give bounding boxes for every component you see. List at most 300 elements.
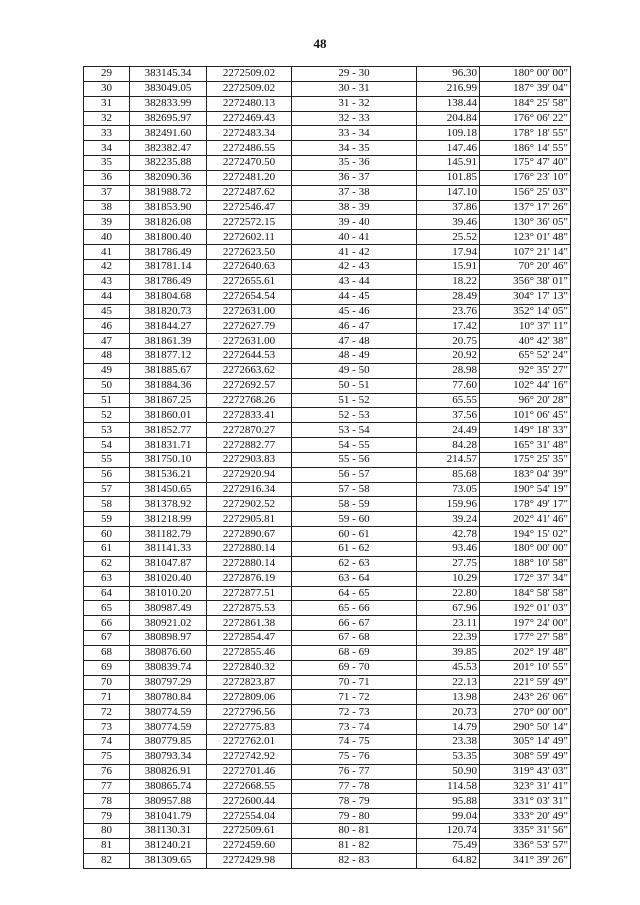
segment-cell: 75 - 76 — [292, 749, 417, 764]
x-coordinate-cell: 381877.12 — [130, 349, 207, 364]
x-coordinate-cell: 380987.49 — [130, 601, 207, 616]
segment-cell: 78 - 79 — [292, 794, 417, 809]
table-row — [84, 452, 571, 467]
table-row — [84, 631, 571, 646]
direction-angle-cell: 175° 25' 35" — [480, 452, 571, 467]
table-row — [84, 601, 571, 616]
point-number-cell: 46 — [84, 319, 130, 334]
y-coordinate-cell: 2272486.55 — [207, 141, 292, 156]
table-row — [84, 824, 571, 839]
point-number-cell: 61 — [84, 542, 130, 557]
length-cell: 67.96 — [417, 601, 480, 616]
length-cell: 64.82 — [417, 853, 480, 868]
table-row — [84, 838, 571, 853]
point-number-cell: 68 — [84, 645, 130, 660]
length-cell: 147.10 — [417, 185, 480, 200]
x-coordinate-cell: 381867.25 — [130, 393, 207, 408]
direction-angle-cell: 270° 00' 00" — [480, 705, 571, 720]
point-number-cell: 32 — [84, 111, 130, 126]
point-number-cell: 63 — [84, 571, 130, 586]
direction-angle-cell: 356° 38' 01" — [480, 274, 571, 289]
y-coordinate-cell: 2272572.15 — [207, 215, 292, 230]
direction-angle-cell: 336° 53' 57" — [480, 838, 571, 853]
y-coordinate-cell: 2272905.81 — [207, 512, 292, 527]
point-number-cell: 69 — [84, 660, 130, 675]
y-coordinate-cell: 2272880.14 — [207, 556, 292, 571]
direction-angle-cell: 156° 25' 03" — [480, 185, 571, 200]
segment-cell: 31 - 32 — [292, 96, 417, 111]
x-coordinate-cell: 381852.77 — [130, 423, 207, 438]
x-coordinate-cell: 380793.34 — [130, 749, 207, 764]
length-cell: 22.80 — [417, 586, 480, 601]
direction-angle-cell: 290° 50' 14" — [480, 720, 571, 735]
y-coordinate-cell: 2272546.47 — [207, 200, 292, 215]
point-number-cell: 73 — [84, 720, 130, 735]
segment-cell: 49 - 50 — [292, 363, 417, 378]
segment-cell: 32 - 33 — [292, 111, 417, 126]
table-row — [84, 408, 571, 423]
table-row — [84, 571, 571, 586]
point-number-cell: 48 — [84, 349, 130, 364]
direction-angle-cell: 180° 00' 00" — [480, 67, 571, 82]
y-coordinate-cell: 2272480.13 — [207, 96, 292, 111]
table-row — [84, 512, 571, 527]
segment-cell: 81 - 82 — [292, 838, 417, 853]
segment-cell: 42 - 43 — [292, 259, 417, 274]
point-number-cell: 67 — [84, 631, 130, 646]
length-cell: 23.38 — [417, 734, 480, 749]
y-coordinate-cell: 2272870.27 — [207, 423, 292, 438]
length-cell: 18.22 — [417, 274, 480, 289]
table-row — [84, 200, 571, 215]
length-cell: 50.90 — [417, 764, 480, 779]
length-cell: 17.94 — [417, 245, 480, 260]
point-number-cell: 41 — [84, 245, 130, 260]
segment-cell: 45 - 46 — [292, 304, 417, 319]
length-cell: 24.49 — [417, 423, 480, 438]
direction-angle-cell: 197° 24' 00" — [480, 616, 571, 631]
y-coordinate-cell: 2272692.57 — [207, 378, 292, 393]
segment-cell: 50 - 51 — [292, 378, 417, 393]
segment-cell: 36 - 37 — [292, 170, 417, 185]
direction-angle-cell: 10° 37' 11" — [480, 319, 571, 334]
point-number-cell: 75 — [84, 749, 130, 764]
direction-angle-cell: 221° 59' 49" — [480, 675, 571, 690]
table-row — [84, 542, 571, 557]
length-cell: 23.76 — [417, 304, 480, 319]
point-number-cell: 44 — [84, 289, 130, 304]
segment-cell: 64 - 65 — [292, 586, 417, 601]
length-cell: 39.46 — [417, 215, 480, 230]
y-coordinate-cell: 2272840.32 — [207, 660, 292, 675]
length-cell: 73.05 — [417, 482, 480, 497]
y-coordinate-cell: 2272509.02 — [207, 67, 292, 82]
point-number-cell: 82 — [84, 853, 130, 868]
x-coordinate-cell: 382382.47 — [130, 141, 207, 156]
point-number-cell: 66 — [84, 616, 130, 631]
point-number-cell: 57 — [84, 482, 130, 497]
x-coordinate-cell: 381240.21 — [130, 838, 207, 853]
direction-angle-cell: 172° 37' 34" — [480, 571, 571, 586]
direction-angle-cell: 177° 27' 58" — [480, 631, 571, 646]
length-cell: 39.85 — [417, 645, 480, 660]
segment-cell: 57 - 58 — [292, 482, 417, 497]
point-number-cell: 49 — [84, 363, 130, 378]
direction-angle-cell: 202° 19' 48" — [480, 645, 571, 660]
direction-angle-cell: 101° 06' 45" — [480, 408, 571, 423]
table-row — [84, 111, 571, 126]
point-number-cell: 78 — [84, 794, 130, 809]
y-coordinate-cell: 2272903.83 — [207, 452, 292, 467]
y-coordinate-cell: 2272890.67 — [207, 527, 292, 542]
direction-angle-cell: 186° 14' 55" — [480, 141, 571, 156]
point-number-cell: 42 — [84, 259, 130, 274]
direction-angle-cell: 178° 18' 55" — [480, 126, 571, 141]
y-coordinate-cell: 2272854.47 — [207, 631, 292, 646]
length-cell: 45.53 — [417, 660, 480, 675]
x-coordinate-cell: 380839.74 — [130, 660, 207, 675]
table-row — [84, 720, 571, 735]
length-cell: 37.86 — [417, 200, 480, 215]
direction-angle-cell: 308° 59' 49" — [480, 749, 571, 764]
x-coordinate-cell: 382491.60 — [130, 126, 207, 141]
y-coordinate-cell: 2272602.11 — [207, 230, 292, 245]
segment-cell: 56 - 57 — [292, 467, 417, 482]
y-coordinate-cell: 2272796.56 — [207, 705, 292, 720]
segment-cell: 72 - 73 — [292, 705, 417, 720]
table-row — [84, 467, 571, 482]
x-coordinate-cell: 380898.97 — [130, 631, 207, 646]
segment-cell: 66 - 67 — [292, 616, 417, 631]
length-cell: 22.39 — [417, 631, 480, 646]
point-number-cell: 53 — [84, 423, 130, 438]
x-coordinate-cell: 380797.29 — [130, 675, 207, 690]
length-cell: 85.68 — [417, 467, 480, 482]
x-coordinate-cell: 380865.74 — [130, 779, 207, 794]
point-number-cell: 36 — [84, 170, 130, 185]
point-number-cell: 47 — [84, 334, 130, 349]
y-coordinate-cell: 2272554.04 — [207, 809, 292, 824]
y-coordinate-cell: 2272469.43 — [207, 111, 292, 126]
segment-cell: 47 - 48 — [292, 334, 417, 349]
segment-cell: 33 - 34 — [292, 126, 417, 141]
segment-cell: 61 - 62 — [292, 542, 417, 557]
segment-cell: 62 - 63 — [292, 556, 417, 571]
segment-cell: 48 - 49 — [292, 349, 417, 364]
length-cell: 101.85 — [417, 170, 480, 185]
segment-cell: 43 - 44 — [292, 274, 417, 289]
segment-cell: 67 - 68 — [292, 631, 417, 646]
direction-angle-cell: 323° 31' 41" — [480, 779, 571, 794]
length-cell: 42.78 — [417, 527, 480, 542]
length-cell: 93.46 — [417, 542, 480, 557]
length-cell: 120.74 — [417, 824, 480, 839]
y-coordinate-cell: 2272916.34 — [207, 482, 292, 497]
table-row — [84, 393, 571, 408]
table-row — [84, 156, 571, 171]
segment-cell: 52 - 53 — [292, 408, 417, 423]
y-coordinate-cell: 2272902.52 — [207, 497, 292, 512]
length-cell: 95.88 — [417, 794, 480, 809]
y-coordinate-cell: 2272861.38 — [207, 616, 292, 631]
y-coordinate-cell: 2272487.62 — [207, 185, 292, 200]
y-coordinate-cell: 2272654.54 — [207, 289, 292, 304]
x-coordinate-cell: 380921.02 — [130, 616, 207, 631]
segment-cell: 76 - 77 — [292, 764, 417, 779]
table-row — [84, 660, 571, 675]
direction-angle-cell: 178° 49' 17" — [480, 497, 571, 512]
y-coordinate-cell: 2272600.44 — [207, 794, 292, 809]
direction-angle-cell: 107° 21' 14" — [480, 245, 571, 260]
table-row — [84, 185, 571, 200]
y-coordinate-cell: 2272509.02 — [207, 81, 292, 96]
segment-cell: 79 - 80 — [292, 809, 417, 824]
x-coordinate-cell: 381010.20 — [130, 586, 207, 601]
direction-angle-cell: 331° 03' 31" — [480, 794, 571, 809]
length-cell: 138.44 — [417, 96, 480, 111]
y-coordinate-cell: 2272459.60 — [207, 838, 292, 853]
y-coordinate-cell: 2272855.46 — [207, 645, 292, 660]
length-cell: 20.92 — [417, 349, 480, 364]
x-coordinate-cell: 381861.39 — [130, 334, 207, 349]
point-number-cell: 72 — [84, 705, 130, 720]
segment-cell: 30 - 31 — [292, 81, 417, 96]
length-cell: 75.49 — [417, 838, 480, 853]
y-coordinate-cell: 2272429.98 — [207, 853, 292, 868]
table-row — [84, 497, 571, 512]
point-number-cell: 60 — [84, 527, 130, 542]
x-coordinate-cell: 382090.36 — [130, 170, 207, 185]
direction-angle-cell: 175° 47' 40" — [480, 156, 571, 171]
segment-cell: 44 - 45 — [292, 289, 417, 304]
x-coordinate-cell: 382833.99 — [130, 96, 207, 111]
y-coordinate-cell: 2272509.61 — [207, 824, 292, 839]
point-number-cell: 54 — [84, 438, 130, 453]
x-coordinate-cell: 380779.85 — [130, 734, 207, 749]
x-coordinate-cell: 381020.40 — [130, 571, 207, 586]
direction-angle-cell: 123° 01' 48" — [480, 230, 571, 245]
x-coordinate-cell: 380774.59 — [130, 720, 207, 735]
point-number-cell: 43 — [84, 274, 130, 289]
x-coordinate-cell: 381309.65 — [130, 853, 207, 868]
x-coordinate-cell: 380780.84 — [130, 690, 207, 705]
x-coordinate-cell: 381130.31 — [130, 824, 207, 839]
x-coordinate-cell: 381781.14 — [130, 259, 207, 274]
point-number-cell: 30 — [84, 81, 130, 96]
x-coordinate-cell: 381536.21 — [130, 467, 207, 482]
segment-cell: 58 - 59 — [292, 497, 417, 512]
table-row — [84, 779, 571, 794]
direction-angle-cell: 176° 23' 10" — [480, 170, 571, 185]
segment-cell: 39 - 40 — [292, 215, 417, 230]
point-number-cell: 80 — [84, 824, 130, 839]
table-row — [84, 259, 571, 274]
direction-angle-cell: 102° 44' 16" — [480, 378, 571, 393]
y-coordinate-cell: 2272877.51 — [207, 586, 292, 601]
segment-cell: 70 - 71 — [292, 675, 417, 690]
direction-angle-cell: 137° 17' 26" — [480, 200, 571, 215]
direction-angle-cell: 40° 42' 38" — [480, 334, 571, 349]
x-coordinate-cell: 381820.73 — [130, 304, 207, 319]
length-cell: 23.11 — [417, 616, 480, 631]
length-cell: 99.04 — [417, 809, 480, 824]
y-coordinate-cell: 2272640.63 — [207, 259, 292, 274]
point-number-cell: 37 — [84, 185, 130, 200]
segment-cell: 68 - 69 — [292, 645, 417, 660]
x-coordinate-cell: 381988.72 — [130, 185, 207, 200]
x-coordinate-cell: 381786.49 — [130, 274, 207, 289]
point-number-cell: 45 — [84, 304, 130, 319]
table-row — [84, 215, 571, 230]
table-row — [84, 616, 571, 631]
segment-cell: 54 - 55 — [292, 438, 417, 453]
direction-angle-cell: 176° 06' 22" — [480, 111, 571, 126]
x-coordinate-cell: 381831.71 — [130, 438, 207, 453]
x-coordinate-cell: 380876.60 — [130, 645, 207, 660]
y-coordinate-cell: 2272880.14 — [207, 542, 292, 557]
point-number-cell: 34 — [84, 141, 130, 156]
y-coordinate-cell: 2272663.62 — [207, 363, 292, 378]
x-coordinate-cell: 381450.65 — [130, 482, 207, 497]
y-coordinate-cell: 2272768.26 — [207, 393, 292, 408]
x-coordinate-cell: 381378.92 — [130, 497, 207, 512]
direction-angle-cell: 92° 35' 27" — [480, 363, 571, 378]
length-cell: 109.18 — [417, 126, 480, 141]
coordinates-table-body — [84, 67, 571, 869]
table-row — [84, 289, 571, 304]
length-cell: 96.30 — [417, 67, 480, 82]
y-coordinate-cell: 2272920.94 — [207, 467, 292, 482]
length-cell: 77.60 — [417, 378, 480, 393]
point-number-cell: 31 — [84, 96, 130, 111]
table-row — [84, 438, 571, 453]
length-cell: 39.24 — [417, 512, 480, 527]
length-cell: 145.91 — [417, 156, 480, 171]
point-number-cell: 56 — [84, 467, 130, 482]
segment-cell: 55 - 56 — [292, 452, 417, 467]
y-coordinate-cell: 2272809.06 — [207, 690, 292, 705]
segment-cell: 41 - 42 — [292, 245, 417, 260]
point-number-cell: 55 — [84, 452, 130, 467]
table-row — [84, 378, 571, 393]
length-cell: 10.29 — [417, 571, 480, 586]
table-row — [84, 67, 571, 82]
direction-angle-cell: 187° 39' 04" — [480, 81, 571, 96]
direction-angle-cell: 243° 26' 06" — [480, 690, 571, 705]
direction-angle-cell: 165° 31' 48" — [480, 438, 571, 453]
segment-cell: 59 - 60 — [292, 512, 417, 527]
direction-angle-cell: 194° 15' 02" — [480, 527, 571, 542]
y-coordinate-cell: 2272882.77 — [207, 438, 292, 453]
segment-cell: 69 - 70 — [292, 660, 417, 675]
segment-cell: 77 - 78 — [292, 779, 417, 794]
table-row — [84, 363, 571, 378]
direction-angle-cell: 188° 10' 58" — [480, 556, 571, 571]
length-cell: 28.98 — [417, 363, 480, 378]
direction-angle-cell: 149° 18' 33" — [480, 423, 571, 438]
x-coordinate-cell: 381804.68 — [130, 289, 207, 304]
segment-cell: 60 - 61 — [292, 527, 417, 542]
table-row — [84, 556, 571, 571]
y-coordinate-cell: 2272823.87 — [207, 675, 292, 690]
point-number-cell: 40 — [84, 230, 130, 245]
length-cell: 20.73 — [417, 705, 480, 720]
y-coordinate-cell: 2272833.41 — [207, 408, 292, 423]
direction-angle-cell: 352° 14' 05" — [480, 304, 571, 319]
y-coordinate-cell: 2272775.83 — [207, 720, 292, 735]
table-row — [84, 423, 571, 438]
length-cell: 25.52 — [417, 230, 480, 245]
table-row — [84, 319, 571, 334]
length-cell: 22.13 — [417, 675, 480, 690]
direction-angle-cell: 335° 31' 56" — [480, 824, 571, 839]
segment-cell: 29 - 30 — [292, 67, 417, 82]
table-row — [84, 527, 571, 542]
x-coordinate-cell: 381800.40 — [130, 230, 207, 245]
point-number-cell: 50 — [84, 378, 130, 393]
point-number-cell: 76 — [84, 764, 130, 779]
y-coordinate-cell: 2272623.50 — [207, 245, 292, 260]
x-coordinate-cell: 381182.79 — [130, 527, 207, 542]
y-coordinate-cell: 2272470.50 — [207, 156, 292, 171]
point-number-cell: 33 — [84, 126, 130, 141]
length-cell: 17.42 — [417, 319, 480, 334]
table-row — [84, 645, 571, 660]
table-row — [84, 482, 571, 497]
direction-angle-cell: 202° 41' 46" — [480, 512, 571, 527]
point-number-cell: 79 — [84, 809, 130, 824]
point-number-cell: 81 — [84, 838, 130, 853]
length-cell: 14.79 — [417, 720, 480, 735]
direction-angle-cell: 184° 25' 58" — [480, 96, 571, 111]
segment-cell: 65 - 66 — [292, 601, 417, 616]
point-number-cell: 59 — [84, 512, 130, 527]
point-number-cell: 35 — [84, 156, 130, 171]
length-cell: 84.28 — [417, 438, 480, 453]
x-coordinate-cell: 381844.27 — [130, 319, 207, 334]
length-cell: 204.84 — [417, 111, 480, 126]
y-coordinate-cell: 2272875.53 — [207, 601, 292, 616]
x-coordinate-cell: 383145.34 — [130, 67, 207, 82]
direction-angle-cell: 201° 10' 55" — [480, 660, 571, 675]
table-row — [84, 749, 571, 764]
length-cell: 13.98 — [417, 690, 480, 705]
direction-angle-cell: 130° 36' 05" — [480, 215, 571, 230]
point-number-cell: 58 — [84, 497, 130, 512]
y-coordinate-cell: 2272762.01 — [207, 734, 292, 749]
table-row — [84, 794, 571, 809]
table-row — [84, 764, 571, 779]
y-coordinate-cell: 2272655.61 — [207, 274, 292, 289]
x-coordinate-cell: 381041.79 — [130, 809, 207, 824]
x-coordinate-cell: 380826.91 — [130, 764, 207, 779]
segment-cell: 35 - 36 — [292, 156, 417, 171]
y-coordinate-cell: 2272631.00 — [207, 334, 292, 349]
point-number-cell: 71 — [84, 690, 130, 705]
table-row — [84, 141, 571, 156]
length-cell: 15.91 — [417, 259, 480, 274]
length-cell: 147.46 — [417, 141, 480, 156]
table-row — [84, 675, 571, 690]
length-cell: 216.99 — [417, 81, 480, 96]
table-row — [84, 853, 571, 868]
table-row — [84, 304, 571, 319]
length-cell: 159.96 — [417, 497, 480, 512]
page-number: 48 — [313, 36, 327, 51]
segment-cell: 80 - 81 — [292, 824, 417, 839]
point-number-cell: 62 — [84, 556, 130, 571]
table-row — [84, 705, 571, 720]
